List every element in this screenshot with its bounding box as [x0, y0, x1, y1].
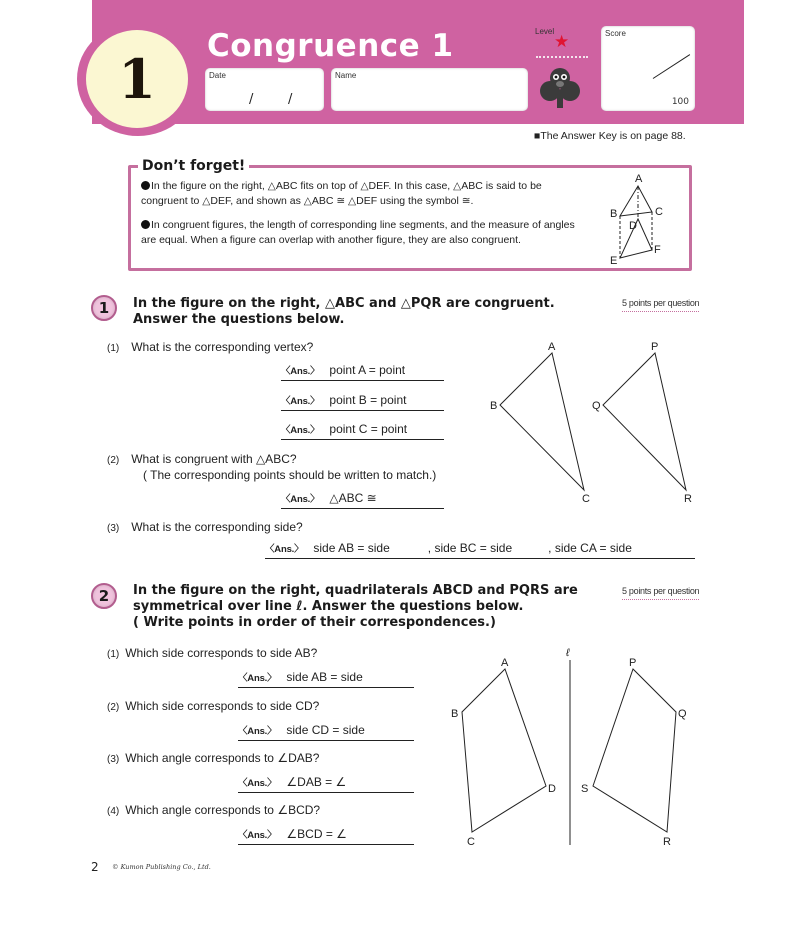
svg-text:D: D	[548, 783, 556, 795]
question-1-2: (2) What is congruent with △ABC?	[107, 452, 297, 466]
section-2-title-line: In the figure on the right, quadrilaterals ABCD and PQRS are	[133, 583, 578, 598]
svg-text:P: P	[651, 341, 659, 353]
question-2-1: (1) Which side corresponds to side AB?	[107, 646, 318, 660]
dont-forget-bullet: In congruent figures, the length of corresponding line segments, and the measure of angles are equal. When a figure can overlap with another figure, they are also congruent.	[141, 219, 575, 246]
svg-text:P: P	[629, 657, 637, 669]
answer-field[interactable]: 〈Ans.〉 side CD = side	[238, 723, 414, 741]
section-2-number: 2	[91, 583, 117, 609]
question-2-4: (4) Which angle corresponds to ∠BCD?	[107, 803, 321, 817]
question-2-2: (2) Which side corresponds to side CD?	[107, 699, 320, 713]
svg-text:B: B	[490, 400, 498, 412]
copyright: © Kumon Publishing Co., Ltd.	[112, 863, 211, 871]
section-2-title-line: ( Write points in order of their correspondences.)	[133, 615, 496, 630]
svg-text:A: A	[635, 173, 643, 185]
answer-field[interactable]: 〈Ans.〉 ∠BCD = ∠	[238, 827, 414, 845]
svg-text:D: D	[629, 220, 637, 232]
date-separator: /	[288, 92, 293, 107]
section-1-points: 5 points per question	[622, 298, 699, 312]
svg-text:R: R	[663, 836, 671, 848]
svg-text:C: C	[582, 493, 590, 505]
bullet-icon	[141, 181, 150, 190]
unit-number-badge: 1	[86, 30, 188, 128]
answer-field[interactable]: 〈Ans.〉 side AB = side	[238, 670, 414, 688]
question-2-3: (3) Which angle corresponds to ∠DAB?	[107, 751, 320, 765]
answer-key-note: ■The Answer Key is on page 88.	[534, 130, 686, 142]
svg-text:A: A	[501, 657, 509, 669]
star-icon: ★	[554, 32, 570, 52]
answer-field[interactable]: 〈Ans.〉 side AB = side , side BC = side , side CA = side	[265, 541, 695, 559]
question-1-1: (1) What is the corresponding vertex?	[107, 340, 314, 354]
date-separator: /	[249, 92, 254, 107]
dont-forget-bullet: In the figure on the right, △ABC fits on top of △DEF. In this case, △ABC is said to be congruent to △DEF, and shown as △ABC ≅ △DEF using the symbol ≅.	[141, 180, 542, 207]
section-2-points: 5 points per question	[622, 586, 699, 600]
svg-text:F: F	[654, 244, 661, 256]
svg-text:Q: Q	[592, 400, 601, 412]
answer-field[interactable]: 〈Ans.〉 point A = point	[281, 363, 444, 381]
club-icon	[540, 66, 580, 110]
answer-field[interactable]: 〈Ans.〉 point C = point	[281, 422, 444, 440]
svg-text:B: B	[451, 708, 459, 720]
svg-text:C: C	[467, 836, 475, 848]
bullet-icon	[141, 220, 150, 229]
page-title: Congruence 1	[207, 28, 454, 64]
score-max: 100	[671, 97, 689, 107]
triangles-figure	[470, 335, 710, 515]
answer-field[interactable]: 〈Ans.〉 △ABC ≅	[281, 491, 444, 509]
svg-text:C: C	[655, 206, 663, 218]
svg-text:A: A	[548, 341, 556, 353]
svg-text:R: R	[684, 493, 692, 505]
score-divider	[653, 54, 690, 79]
dont-forget-title: Don’t forget!	[138, 158, 249, 174]
svg-text:S: S	[581, 783, 589, 795]
quadrilaterals-figure	[440, 640, 720, 855]
prism-figure	[600, 172, 680, 267]
section-2-title-line: symmetrical over line ℓ. Answer the questions below.	[133, 599, 524, 614]
level-divider	[536, 56, 588, 58]
name-field[interactable]	[331, 68, 528, 111]
score-label: Score	[605, 29, 626, 38]
date-field[interactable]	[205, 68, 324, 111]
svg-text:Q: Q	[678, 708, 687, 720]
svg-text:B: B	[610, 208, 618, 220]
level-label: Level	[535, 27, 555, 36]
date-label: Date	[209, 71, 226, 80]
answer-field[interactable]: 〈Ans.〉 ∠DAB = ∠	[238, 775, 414, 793]
answer-field[interactable]: 〈Ans.〉 point B = point	[281, 393, 444, 411]
question-1-3: (3) What is the corresponding side?	[107, 520, 303, 534]
svg-text:E: E	[610, 255, 618, 267]
name-label: Name	[335, 71, 357, 80]
page-number: 2	[91, 860, 99, 874]
section-1-title: In the figure on the right, △ABC and △PQR are congruent. Answer the questions below.	[133, 296, 555, 327]
score-field[interactable]	[601, 26, 695, 111]
section-1-number: 1	[91, 295, 117, 321]
question-1-2-note: ( The corresponding points should be written to match.)	[143, 468, 437, 482]
svg-text:ℓ: ℓ	[566, 647, 570, 659]
